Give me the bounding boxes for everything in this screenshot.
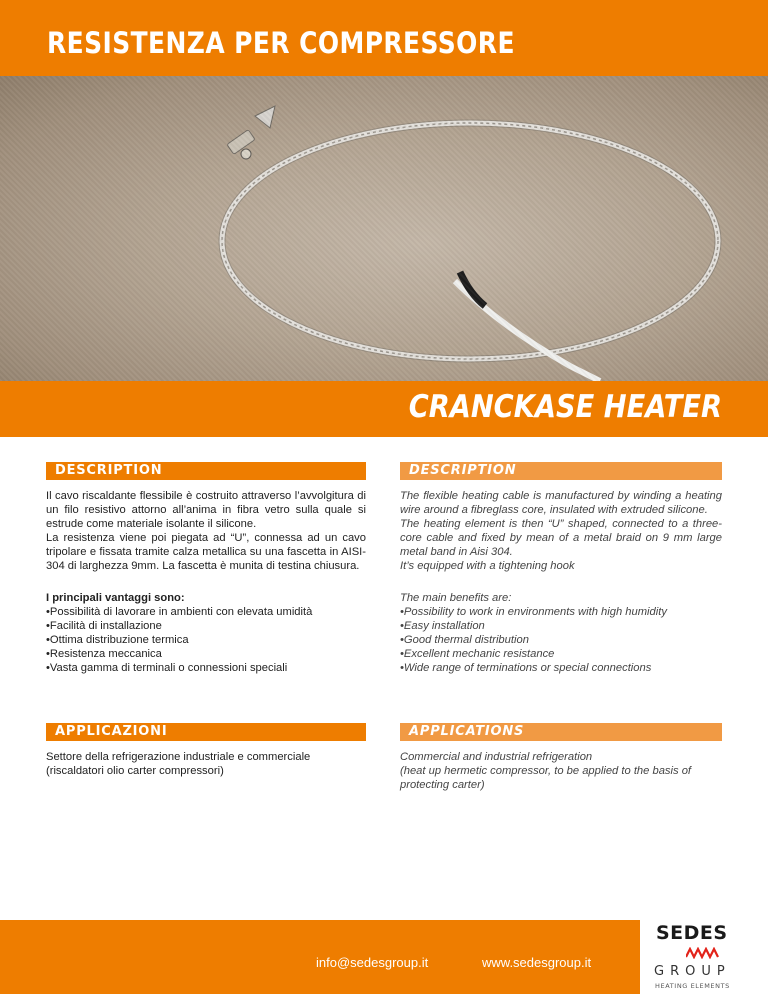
heating-wave-icon	[686, 947, 720, 959]
list-item: • Facilità di installazione	[46, 620, 366, 634]
left-benefits-list	[46, 606, 366, 676]
list-item: • Easy installation	[400, 620, 722, 634]
logo-name: SEDES	[656, 922, 728, 944]
left-description-p2: La resistenza viene poi piegata ad “U”, connessa ad un cavo tripolare e fissata tramite calza metallica su una fascetta in AISI-304 di larghezza 9mm. La fascetta è munita di testina chiusura.	[46, 531, 366, 572]
right-benefits-heading: The main benefits are:	[400, 592, 512, 604]
list-item: • Wide range of terminations or special connections	[400, 662, 722, 676]
product-photo	[0, 76, 768, 381]
sedes-group-logo	[654, 920, 754, 994]
right-applications-line2: (heat up hermetic compressor, to be applied to the basis of protecting carter)	[400, 764, 692, 791]
left-benefits-heading: I principali vantaggi sono:	[46, 592, 185, 604]
left-benefits	[46, 592, 366, 675]
list-item: • Vasta gamma di terminali o connessioni speciali	[46, 662, 366, 676]
left-applications-line1: Settore della refrigerazione industriale e commerciale	[46, 751, 311, 763]
right-description-heading: DESCRIPTION	[400, 462, 722, 480]
footer-email-link[interactable]: info@sedesgroup.it	[316, 955, 429, 970]
list-item: • Resistenza meccanica	[46, 648, 366, 662]
logo-tagline: HEATING ELEMENTS	[655, 982, 730, 990]
heater-cable-image	[0, 76, 768, 381]
list-item: • Possibility to work in environments with high humidity	[400, 606, 722, 620]
list-item: • Excellent mechanic resistance	[400, 648, 722, 662]
right-applications-text	[400, 751, 722, 793]
left-description-text	[46, 490, 366, 573]
list-item: • Ottima distribuzione termica	[46, 634, 366, 648]
left-description-heading: DESCRIPTION	[46, 462, 366, 480]
right-benefits-list	[400, 606, 722, 676]
left-applications-line2: (riscaldatori olio carter compressori)	[46, 764, 224, 777]
logo-group: GROUP	[654, 964, 731, 979]
right-description-p3: It’s equipped with a tightening hook	[400, 559, 575, 572]
page-title: RESISTENZA PER COMPRESSORE	[47, 26, 515, 60]
list-item: • Possibilità di lavorare in ambienti con elevata umidità	[46, 606, 366, 620]
right-description-p2: The heating element is then “U” shaped, connected to a three-core cable and fixed by mean of a metal braid on 9 mm large metal band in Aisi 304.	[400, 517, 722, 558]
right-description-p1: The flexible heating cable is manufactured by winding a heating wire around a fibreglass core, insulated with extruded silicone.	[400, 490, 722, 516]
right-description-text	[400, 490, 722, 573]
left-applications-text	[46, 751, 366, 779]
english-title: CRANCKASE HEATER	[408, 389, 722, 425]
right-benefits	[400, 592, 722, 675]
right-applications-heading: APPLICATIONS	[400, 723, 722, 741]
right-applications-line1: Commercial and industrial refrigeration	[400, 751, 593, 763]
list-item: • Good thermal distribution	[400, 634, 722, 648]
left-description-p1: Il cavo riscaldante flessibile è costruito attraverso l’avvolgitura di un filo resistivo attorno all’anima in fibra vetro sulla quale si estrude come materiale isolante il silicone.	[46, 490, 366, 530]
footer-website-link[interactable]: www.sedesgroup.it	[482, 955, 592, 970]
left-applications-heading: APPLICAZIONI	[46, 723, 366, 741]
